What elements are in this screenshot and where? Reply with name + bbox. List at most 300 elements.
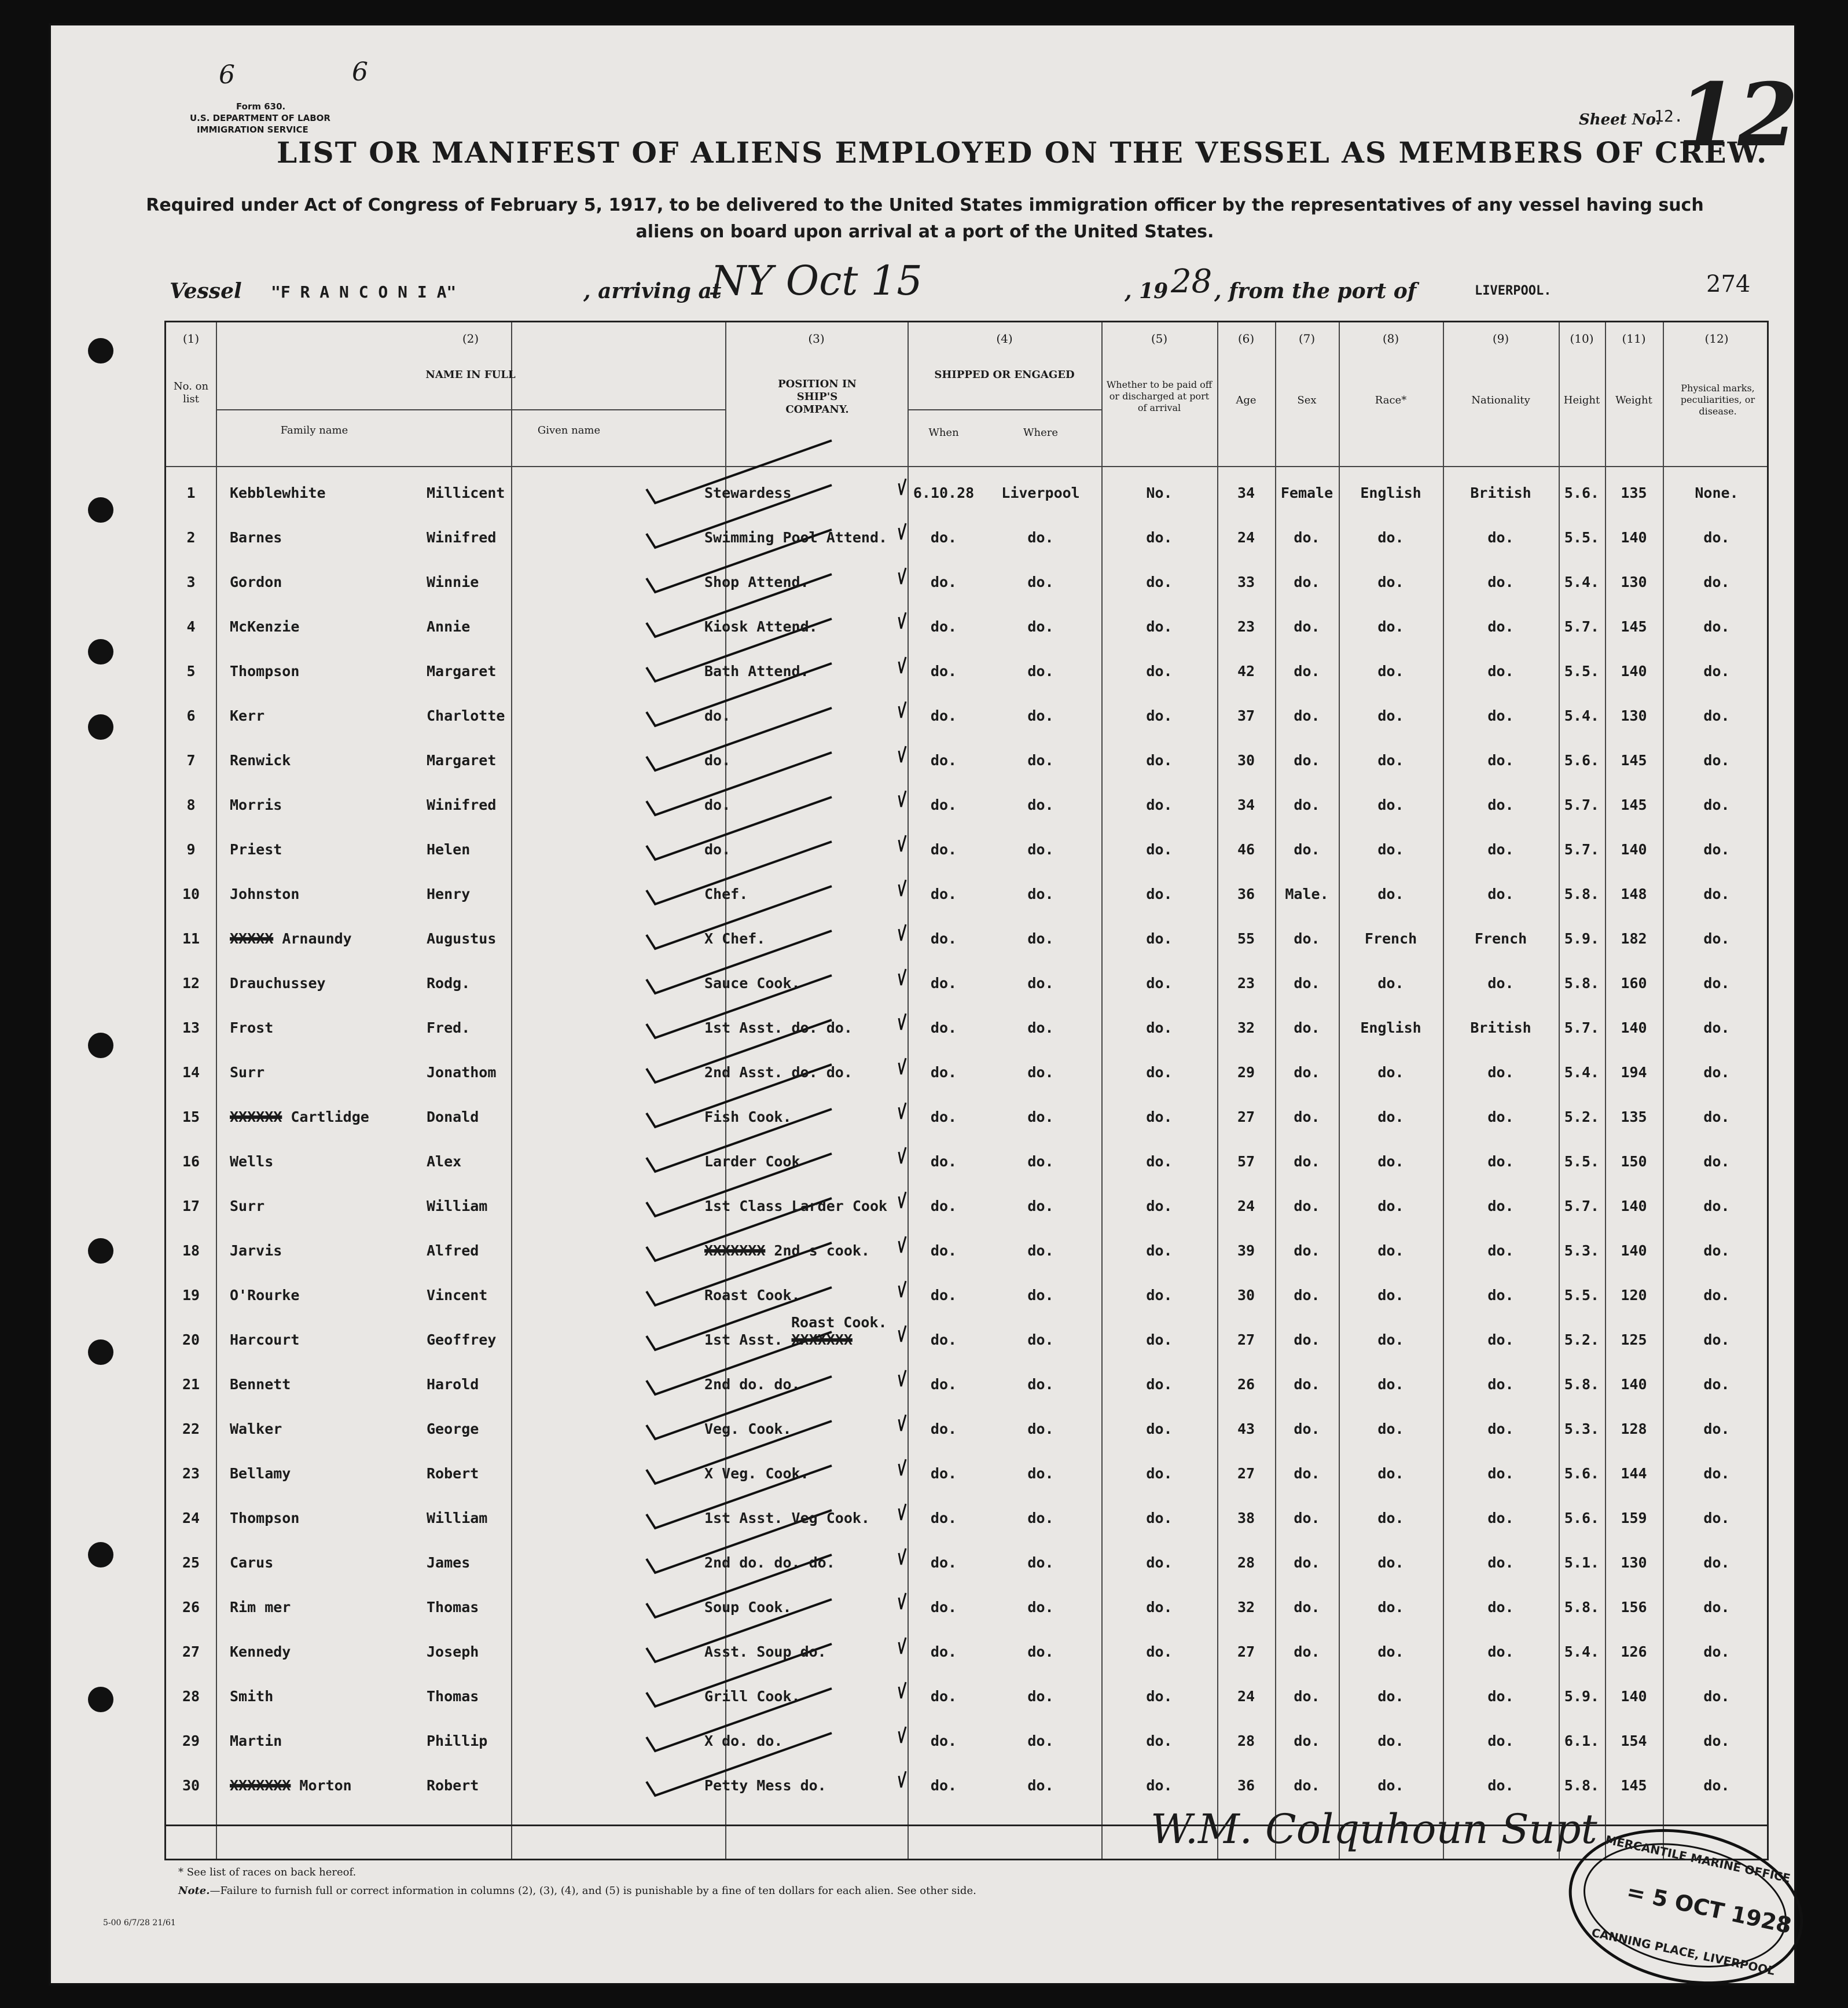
- height: 5.3.: [1564, 1420, 1600, 1437]
- nationality: do.: [1487, 886, 1514, 902]
- shipped-where: do.: [1027, 1198, 1054, 1214]
- height: 6.1.: [1564, 1732, 1600, 1749]
- sex: do.: [1294, 1732, 1320, 1749]
- age: 32: [1237, 1599, 1255, 1616]
- department-name: U.S. DEPARTMENT OF LABOR: [190, 113, 330, 123]
- row-number: 2: [186, 529, 196, 546]
- family-name: Morris: [230, 796, 282, 813]
- race: do.: [1377, 1465, 1404, 1482]
- height: 5.8.: [1564, 975, 1600, 992]
- height: 5.7.: [1564, 796, 1600, 813]
- physical-marks: do.: [1703, 1108, 1730, 1125]
- height: 5.5.: [1564, 663, 1600, 680]
- paid-off: do.: [1146, 1732, 1173, 1749]
- given-name: Thomas: [427, 1688, 479, 1705]
- weight: 148: [1621, 886, 1647, 902]
- family-name: Surr: [230, 1064, 265, 1081]
- physical-marks: do.: [1703, 1064, 1730, 1081]
- nationality: do.: [1487, 1242, 1514, 1259]
- race: do.: [1377, 1643, 1404, 1660]
- shipped-when: do.: [930, 529, 957, 546]
- age: 33: [1237, 574, 1255, 590]
- height: 5.5.: [1564, 529, 1600, 546]
- shipped-where: do.: [1027, 841, 1054, 858]
- nationality: British: [1470, 484, 1531, 501]
- struck-text: XXXXXXX: [791, 1331, 853, 1348]
- family-name: Gordon: [230, 574, 282, 590]
- shipped-where: do.: [1027, 1153, 1054, 1170]
- age: 23: [1237, 975, 1255, 992]
- header-race: Race*: [1375, 394, 1407, 406]
- corner-mark: 6: [219, 60, 235, 90]
- nationality: do.: [1487, 1599, 1514, 1616]
- shipped-where: do.: [1027, 1108, 1054, 1125]
- shipped-where: do.: [1027, 796, 1054, 813]
- shipped-where: do.: [1027, 1420, 1054, 1437]
- row-number: 9: [186, 841, 196, 858]
- paid-off: do.: [1146, 796, 1173, 813]
- family-name-text: Morton: [299, 1777, 352, 1794]
- weight: 145: [1621, 618, 1647, 635]
- height: 5.6.: [1564, 1465, 1600, 1482]
- given-name: Thomas: [427, 1599, 479, 1616]
- race: do.: [1377, 975, 1404, 992]
- physical-marks: None.: [1695, 484, 1739, 501]
- row-number: 6: [186, 707, 196, 724]
- col-num: (3): [808, 332, 825, 346]
- manifest-page: [49, 23, 1796, 1985]
- nationality: do.: [1487, 1064, 1514, 1081]
- paid-off: do.: [1146, 663, 1173, 680]
- weight: 140: [1621, 529, 1647, 546]
- age: 30: [1237, 752, 1255, 769]
- race: French: [1364, 930, 1417, 947]
- given-name: Robert: [427, 1777, 479, 1794]
- age: 36: [1237, 1777, 1255, 1794]
- sex: do.: [1294, 1554, 1320, 1571]
- paid-off: do.: [1146, 1376, 1173, 1393]
- age: 24: [1237, 1198, 1255, 1214]
- physical-marks: do.: [1703, 707, 1730, 724]
- height: 5.6.: [1564, 1510, 1600, 1526]
- position: do.: [704, 796, 731, 813]
- weight: 194: [1621, 1064, 1647, 1081]
- age: 24: [1237, 529, 1255, 546]
- row-number: 23: [182, 1465, 200, 1482]
- paid-off: do.: [1146, 1153, 1173, 1170]
- physical-marks: do.: [1703, 618, 1730, 635]
- physical-marks: do.: [1703, 663, 1730, 680]
- age: 26: [1237, 1376, 1255, 1393]
- row-number: 13: [182, 1019, 200, 1036]
- weight: 140: [1621, 1019, 1647, 1036]
- nationality: do.: [1487, 529, 1514, 546]
- weight: 128: [1621, 1420, 1647, 1437]
- physical-marks: do.: [1703, 930, 1730, 947]
- row-number: 21: [182, 1376, 200, 1393]
- shipped-where: do.: [1027, 529, 1054, 546]
- weight: 140: [1621, 1688, 1647, 1705]
- page-number: 274: [1706, 271, 1751, 298]
- struck-text: XXXXXX: [230, 1108, 282, 1125]
- header-age: Age: [1236, 394, 1257, 406]
- col-num: (11): [1622, 332, 1646, 346]
- age: 27: [1237, 1465, 1255, 1482]
- given-name: Charlotte: [427, 707, 505, 724]
- race: English: [1360, 1019, 1421, 1036]
- position: [704, 1331, 924, 1348]
- race: do.: [1377, 796, 1404, 813]
- shipped-when: do.: [930, 1376, 957, 1393]
- physical-marks: do.: [1703, 1599, 1730, 1616]
- vessel-name: "F R A N C O N I A": [271, 282, 457, 302]
- shipped-where: do.: [1027, 1465, 1054, 1482]
- physical-marks: do.: [1703, 1510, 1730, 1526]
- row-number: 17: [182, 1198, 200, 1214]
- weight: 159: [1621, 1510, 1647, 1526]
- position: Stewardess: [704, 484, 792, 501]
- shipped-where: do.: [1027, 886, 1054, 902]
- row-number: 15: [182, 1108, 200, 1125]
- sheet-number-typed: 12.: [1654, 107, 1684, 126]
- race: do.: [1377, 1153, 1404, 1170]
- sex: do.: [1294, 1465, 1320, 1482]
- nationality: do.: [1487, 841, 1514, 858]
- given-name: Alex: [427, 1153, 462, 1170]
- race: do.: [1377, 1420, 1404, 1437]
- position-annotation: Roast Cook.: [791, 1314, 887, 1331]
- given-name: Helen: [427, 841, 471, 858]
- age: 55: [1237, 930, 1255, 947]
- given-name: Robert: [427, 1465, 479, 1482]
- paid-off: do.: [1146, 1064, 1173, 1081]
- family-name: Walker: [230, 1420, 282, 1437]
- page-title: LIST OR MANIFEST OF ALIENS EMPLOYED ON THE VESSEL AS MEMBERS OF CREW.: [277, 135, 1768, 170]
- given-name: Rodg.: [427, 975, 471, 992]
- paid-off: do.: [1146, 752, 1173, 769]
- given-name: Winifred: [427, 529, 497, 546]
- race: do.: [1377, 1242, 1404, 1259]
- sex: do.: [1294, 796, 1320, 813]
- family-name: Renwick: [230, 752, 291, 769]
- given-name: Joseph: [427, 1643, 479, 1660]
- form-number: Form 630.: [236, 101, 286, 112]
- family-name: Johnston: [230, 886, 300, 902]
- age: 27: [1237, 1331, 1255, 1348]
- race: do.: [1377, 1599, 1404, 1616]
- position: X Veg. Cook.: [704, 1465, 809, 1482]
- race: do.: [1377, 1287, 1404, 1304]
- row-number: 27: [182, 1643, 200, 1660]
- requirement-text: Required under Act of Congress of February 5, 1917, to be delivered to the United States immigration officer by the representatives of any vessel having such aliens on board upon arrival at a port of the United States.: [146, 195, 1704, 242]
- family-name: Martin: [230, 1732, 282, 1749]
- sex: do.: [1294, 618, 1320, 635]
- nationality: British: [1470, 1019, 1531, 1036]
- stamp-line1: MERCANTILE MARINE OFFICE: [1604, 1832, 1792, 1886]
- family-name: Rim mer: [230, 1599, 291, 1616]
- header-height: Height: [1563, 394, 1600, 406]
- shipped-when: do.: [930, 1777, 957, 1794]
- sex: do.: [1294, 707, 1320, 724]
- weight: 125: [1621, 1331, 1647, 1348]
- row-number: 19: [182, 1287, 200, 1304]
- physical-marks: do.: [1703, 1331, 1730, 1348]
- header-no-on-list: No. on list: [173, 380, 209, 405]
- weight: 182: [1621, 930, 1647, 947]
- race: do.: [1377, 1777, 1404, 1794]
- paid-off: do.: [1146, 1331, 1173, 1348]
- paid-off: do.: [1146, 1108, 1173, 1125]
- punch-hole: [88, 1687, 113, 1712]
- shipped-when: do.: [930, 1420, 957, 1437]
- header-name-in-full: NAME IN FULL: [425, 369, 516, 381]
- shipped-when: do.: [930, 1242, 957, 1259]
- age: 34: [1237, 484, 1255, 501]
- age: 38: [1237, 1510, 1255, 1526]
- given-name: George: [427, 1420, 479, 1437]
- col-num: (8): [1382, 332, 1399, 346]
- nationality: do.: [1487, 1465, 1514, 1482]
- height: 5.9.: [1564, 1688, 1600, 1705]
- paid-off: do.: [1146, 618, 1173, 635]
- sex: do.: [1294, 663, 1320, 680]
- row-number: 29: [182, 1732, 200, 1749]
- punch-hole: [88, 338, 113, 364]
- sex: do.: [1294, 574, 1320, 590]
- sex: do.: [1294, 1331, 1320, 1348]
- age: 37: [1237, 707, 1255, 724]
- paid-off: do.: [1146, 1198, 1173, 1214]
- family-name: Thompson: [230, 663, 300, 680]
- position: Asst. Soup do.: [704, 1643, 826, 1660]
- given-name: Margaret: [427, 752, 497, 769]
- family-name: Drauchussey: [230, 975, 326, 992]
- height: 5.4.: [1564, 1064, 1600, 1081]
- family-name: McKenzie: [230, 618, 300, 635]
- race: do.: [1377, 663, 1404, 680]
- family-name: Barnes: [230, 529, 282, 546]
- shipped-where: do.: [1027, 1064, 1054, 1081]
- height: 5.5.: [1564, 1287, 1600, 1304]
- physical-marks: do.: [1703, 975, 1730, 992]
- race: do.: [1377, 1198, 1404, 1214]
- race: do.: [1377, 707, 1404, 724]
- weight: 160: [1621, 975, 1647, 992]
- position: Fish Cook.: [704, 1108, 792, 1125]
- age: 36: [1237, 886, 1255, 902]
- nationality: do.: [1487, 574, 1514, 590]
- family-name: Thompson: [230, 1510, 300, 1526]
- position: 1st Asst. Veg Cook.: [704, 1510, 870, 1526]
- nationality: do.: [1487, 663, 1514, 680]
- nationality: do.: [1487, 1108, 1514, 1125]
- age: 23: [1237, 618, 1255, 635]
- position-text: 2nd s cook.: [774, 1242, 870, 1259]
- family-name: Surr: [230, 1198, 265, 1214]
- weight: 154: [1621, 1732, 1647, 1749]
- position: do.: [704, 752, 731, 769]
- race: do.: [1377, 1331, 1404, 1348]
- nationality: do.: [1487, 1420, 1514, 1437]
- shipped-when: do.: [930, 930, 957, 947]
- position-text: 1st Asst.: [704, 1331, 783, 1348]
- family-name: Kebblewhite: [230, 484, 326, 501]
- shipped-where: do.: [1027, 1287, 1054, 1304]
- sex: do.: [1294, 1688, 1320, 1705]
- position: 1st Asst. do. do.: [704, 1019, 853, 1036]
- year-handwritten: 28: [1171, 263, 1213, 300]
- shipped-when: do.: [930, 1019, 957, 1036]
- nationality: do.: [1487, 1688, 1514, 1705]
- weight: 140: [1621, 841, 1647, 858]
- height: 5.5.: [1564, 1153, 1600, 1170]
- stamp-date: = 5 OCT 1928: [1624, 1878, 1794, 1939]
- height: 5.2.: [1564, 1331, 1600, 1348]
- shipped-where: do.: [1027, 752, 1054, 769]
- weight: 144: [1621, 1465, 1647, 1482]
- nationality: do.: [1487, 1510, 1514, 1526]
- note-text: —Failure to furnish full or correct information in columns (2), (3), (4), and (5) is punishable by a fine of ten dollars for each alien. See other side.: [210, 1885, 976, 1897]
- nationality: do.: [1487, 1331, 1514, 1348]
- age: 42: [1237, 663, 1255, 680]
- shipped-when: do.: [930, 1287, 957, 1304]
- punch-hole: [88, 497, 113, 523]
- weight: 130: [1621, 574, 1647, 590]
- paid-off: do.: [1146, 1465, 1173, 1482]
- age: 24: [1237, 1688, 1255, 1705]
- age: 28: [1237, 1732, 1255, 1749]
- col-num: (4): [996, 332, 1013, 346]
- row-number: 24: [182, 1510, 200, 1526]
- position: Chef.: [704, 886, 748, 902]
- height: 5.4.: [1564, 707, 1600, 724]
- physical-marks: do.: [1703, 796, 1730, 813]
- paid-off: do.: [1146, 1287, 1173, 1304]
- race: do.: [1377, 886, 1404, 902]
- stamp-line3: CANNING PLACE, LIVERPOOL: [1590, 1925, 1776, 1978]
- given-name: James: [427, 1554, 471, 1571]
- paid-off: do.: [1146, 1599, 1173, 1616]
- weight: 145: [1621, 752, 1647, 769]
- shipped-when: do.: [930, 1510, 957, 1526]
- paid-off: do.: [1146, 1420, 1173, 1437]
- given-name: Annie: [427, 618, 471, 635]
- header-sex: Sex: [1297, 394, 1317, 406]
- nationality: do.: [1487, 1643, 1514, 1660]
- header-when: When: [928, 427, 959, 439]
- nationality: do.: [1487, 1376, 1514, 1393]
- sex: do.: [1294, 1242, 1320, 1259]
- shipped-when: do.: [930, 618, 957, 635]
- header-nationality: Nationality: [1471, 394, 1530, 406]
- position: Petty Mess do.: [704, 1777, 826, 1794]
- checkmark-layer: [166, 322, 1770, 1862]
- family-name: Harcourt: [230, 1331, 300, 1348]
- family-name: Bennett: [230, 1376, 291, 1393]
- paid-off: do.: [1146, 975, 1173, 992]
- position: do.: [704, 841, 731, 858]
- row-number: 14: [182, 1064, 200, 1081]
- shipped-when: do.: [930, 707, 957, 724]
- nationality: do.: [1487, 975, 1514, 992]
- physical-marks: do.: [1703, 1420, 1730, 1437]
- row-number: 3: [186, 574, 196, 590]
- shipped-when: do.: [930, 663, 957, 680]
- nationality: do.: [1487, 752, 1514, 769]
- race: do.: [1377, 618, 1404, 635]
- shipped-where: do.: [1027, 618, 1054, 635]
- struck-text: XXXXXXX: [230, 1777, 291, 1794]
- row-number: 8: [186, 796, 196, 813]
- shipped-where: do.: [1027, 1643, 1054, 1660]
- weight: 140: [1621, 1376, 1647, 1393]
- weight: 126: [1621, 1643, 1647, 1660]
- given-name: William: [427, 1510, 488, 1526]
- physical-marks: do.: [1703, 1242, 1730, 1259]
- header-given-name: Given name: [537, 424, 601, 436]
- paid-off: do.: [1146, 930, 1173, 947]
- shipped-where: do.: [1027, 663, 1054, 680]
- physical-marks: do.: [1703, 886, 1730, 902]
- shipped-when: do.: [930, 1064, 957, 1081]
- race: do.: [1377, 1376, 1404, 1393]
- shipped-where: do.: [1027, 1019, 1054, 1036]
- sex: do.: [1294, 1064, 1320, 1081]
- position: 1st Class Larder Cook: [704, 1198, 888, 1214]
- sex: do.: [1294, 1019, 1320, 1036]
- age: 27: [1237, 1108, 1255, 1125]
- row-number: 5: [186, 663, 196, 680]
- height: 5.7.: [1564, 618, 1600, 635]
- col-num: (12): [1704, 332, 1729, 346]
- given-name: Geoffrey: [427, 1331, 497, 1348]
- position: Bath Attend.: [704, 663, 809, 680]
- given-name: Vincent: [427, 1287, 488, 1304]
- physical-marks: do.: [1703, 1376, 1730, 1393]
- punch-hole: [88, 1238, 113, 1264]
- row-number: 18: [182, 1242, 200, 1259]
- sex: do.: [1294, 1510, 1320, 1526]
- position: 2nd do. do.: [704, 1376, 800, 1393]
- family-name: Carus: [230, 1554, 274, 1571]
- height: 5.8.: [1564, 886, 1600, 902]
- sheet-number-handwritten: 12: [1677, 64, 1798, 166]
- sex: do.: [1294, 752, 1320, 769]
- sex: do.: [1294, 1376, 1320, 1393]
- header-position: POSITION IN SHIP'S COMPANY.: [778, 378, 857, 416]
- paid-off: do.: [1146, 1554, 1173, 1571]
- family-name: Jarvis: [230, 1242, 282, 1259]
- sheet-label: Sheet No.: [1579, 111, 1661, 129]
- shipped-when: do.: [930, 752, 957, 769]
- nationality: French: [1474, 930, 1527, 947]
- height: 5.6.: [1564, 484, 1600, 501]
- paid-off: do.: [1146, 841, 1173, 858]
- family-name: Kennedy: [230, 1643, 291, 1660]
- family-name-text: Arnaundy: [282, 930, 352, 947]
- race: do.: [1377, 1688, 1404, 1705]
- given-name: Millicent: [427, 484, 505, 501]
- sex: do.: [1294, 1420, 1320, 1437]
- family-name: Frost: [230, 1019, 274, 1036]
- nationality: do.: [1487, 1153, 1514, 1170]
- shipped-when: do.: [930, 1688, 957, 1705]
- row-number: 4: [186, 618, 196, 635]
- vessel-label: Vessel: [170, 279, 242, 303]
- weight: 135: [1621, 1108, 1647, 1125]
- race: do.: [1377, 1732, 1404, 1749]
- family-name: Kerr: [230, 707, 265, 724]
